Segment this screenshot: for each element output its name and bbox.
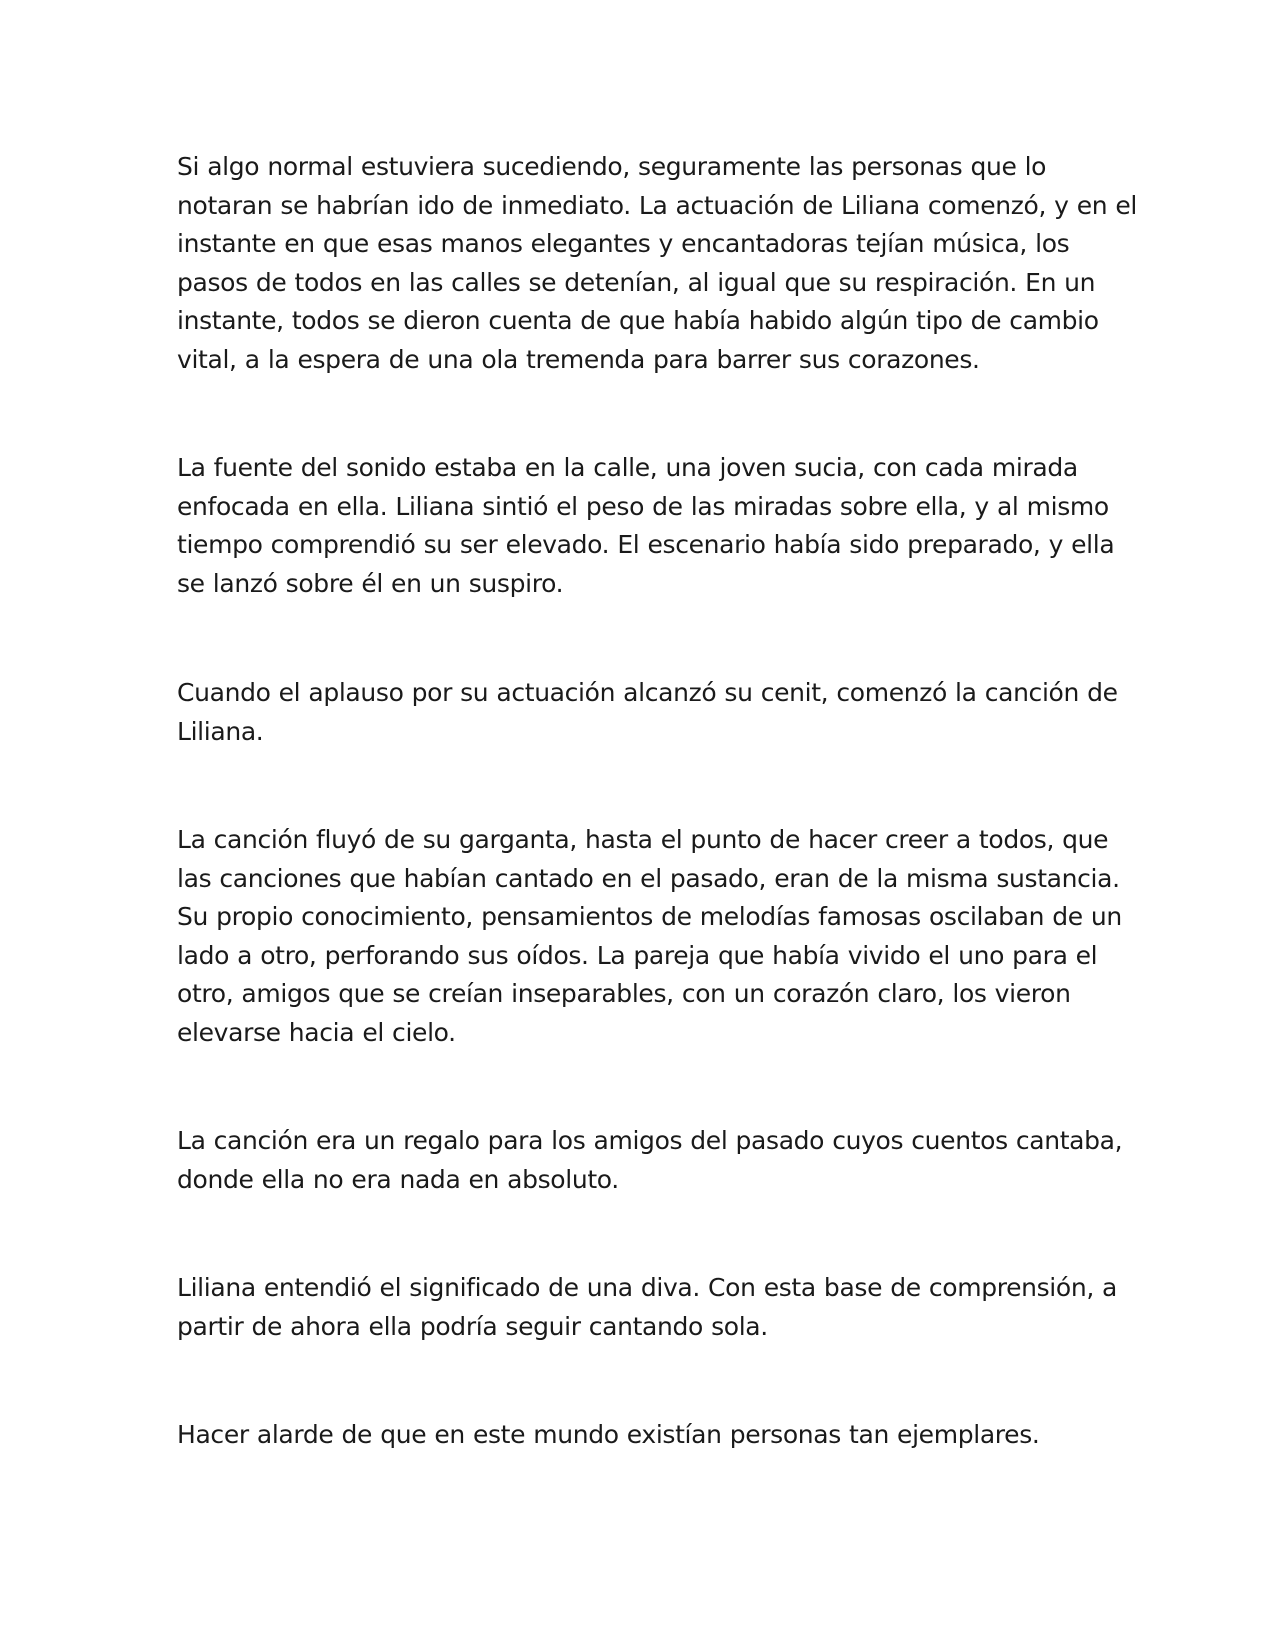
text-line: vital, a la espera de una ola tremenda para barrer sus corazones. xyxy=(177,344,980,374)
text-line: pasos de todos en las calles se detenían, al igual que su respiración. En un xyxy=(177,267,1096,297)
text-line: La fuente del sonido estaba en la calle, una joven sucia, con cada mirada xyxy=(177,453,1078,482)
text-line: donde ella no era nada en absoluto. xyxy=(177,1164,619,1194)
paragraph-7 xyxy=(177,1416,1117,1455)
text-line: elevarse hacia el cielo. xyxy=(177,1017,456,1047)
text-line: Cuando el aplauso por su actuación alcanzó su cenit, comenzó la canción de xyxy=(177,678,1118,707)
text-line: Hacer alarde de que en este mundo existían personas tan ejemplares. xyxy=(177,1420,1040,1449)
text-line: Su propio conocimiento, pensamientos de melodías famosas oscilaban de un xyxy=(177,902,1122,931)
paragraph-4 xyxy=(177,821,1122,1052)
text-line: La canción fluyó de su garganta, hasta el punto de hacer creer a todos, que xyxy=(177,825,1109,854)
text-line: Liliana. xyxy=(177,716,264,746)
text-line: La canción era un regalo para los amigos del pasado cuyos cuentos cantaba, xyxy=(177,1126,1123,1155)
paragraph-6 xyxy=(177,1269,1117,1346)
text-line: enfocada en ella. Liliana sintió el peso de las miradas sobre ella, y al mismo xyxy=(177,491,1109,521)
text-line: se lanzó sobre él en un suspiro. xyxy=(177,568,564,598)
text-line: Si algo normal estuviera sucediendo, seguramente las personas que lo xyxy=(177,152,1047,181)
text-line: otro, amigos que se creían inseparables, con un corazón claro, los vieron xyxy=(177,979,1071,1008)
paragraph-1 xyxy=(177,148,1137,379)
text-line: lado a otro, perforando sus oídos. La pareja que había vivido el uno para el xyxy=(177,940,1098,970)
paragraph-3 xyxy=(177,674,1117,751)
text-line: Liliana entendió el significado de una diva. Con esta base de comprensión, a xyxy=(177,1273,1118,1302)
text-line: partir de ahora ella podría seguir cantando sola. xyxy=(177,1311,768,1341)
document-body xyxy=(177,148,1137,1455)
text-line: las canciones que habían cantado en el pasado, eran de la misma sustancia. xyxy=(177,863,1120,893)
text-line: instante en que esas manos elegantes y encantadoras tejían música, los xyxy=(177,229,1070,258)
text-line: tiempo comprendió su ser elevado. El escenario había sido preparado, y ella xyxy=(177,530,1115,559)
text-line: notaran se habrían ido de inmediato. La actuación de Liliana comenzó, y en el xyxy=(177,190,1137,220)
paragraph-2 xyxy=(177,449,1117,603)
text-line: instante, todos se dieron cuenta de que había habido algún tipo de cambio xyxy=(177,306,1099,335)
paragraph-5 xyxy=(177,1122,1123,1199)
